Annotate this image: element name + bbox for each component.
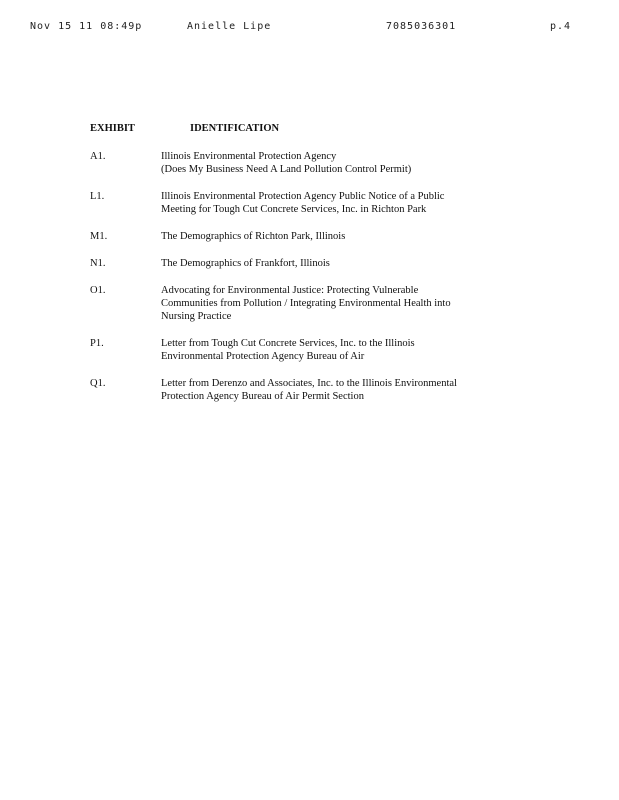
exhibit-table xyxy=(90,122,510,417)
exhibit-code: M1. xyxy=(90,231,108,242)
exhibit-row xyxy=(90,230,510,243)
fax-header xyxy=(0,21,619,35)
identification-line: (Does My Business Need A Land Pollution Control Permit) xyxy=(161,164,412,175)
table-header xyxy=(90,122,510,140)
identification-line: The Demographics of Frankfort, Illinois xyxy=(161,258,330,269)
exhibit-code: N1. xyxy=(90,258,106,269)
exhibit-row xyxy=(90,150,510,176)
identification-line: Nursing Practice xyxy=(161,311,232,322)
exhibit-identification xyxy=(161,377,501,403)
exhibit-identification xyxy=(161,150,501,176)
exhibit-list xyxy=(90,150,510,403)
exhibit-code: O1. xyxy=(90,285,106,296)
exhibit-identification xyxy=(161,284,501,323)
exhibit-row xyxy=(90,284,510,323)
exhibit-identification xyxy=(161,230,501,243)
fax-sender-name: Anielle Lipe xyxy=(187,21,272,32)
exhibit-row xyxy=(90,190,510,216)
exhibit-code: P1. xyxy=(90,338,104,349)
exhibit-identification xyxy=(161,190,501,216)
fax-phone-number: 7085036301 xyxy=(386,21,457,32)
exhibit-code: Q1. xyxy=(90,378,106,389)
exhibit-identification xyxy=(161,337,501,363)
exhibit-code: A1. xyxy=(90,151,106,162)
fax-page-number: p.4 xyxy=(550,21,572,32)
identification-line: Communities from Pollution / Integrating Environmental Health into xyxy=(161,298,451,309)
exhibit-identification xyxy=(161,257,501,270)
exhibit-row xyxy=(90,257,510,270)
identification-line: The Demographics of Richton Park, Illinois xyxy=(161,231,346,242)
column-header-exhibit: EXHIBIT xyxy=(90,123,135,134)
identification-line: Letter from Derenzo and Associates, Inc. to the Illinois Environmental xyxy=(161,378,457,389)
identification-line: Illinois Environmental Protection Agency Public Notice of a Public xyxy=(161,191,445,202)
identification-line: Environmental Protection Agency Bureau of Air xyxy=(161,351,365,362)
identification-line: Letter from Tough Cut Concrete Services, Inc. to the Illinois xyxy=(161,338,415,349)
identification-line: Meeting for Tough Cut Concrete Services, Inc. in Richton Park xyxy=(161,204,427,215)
exhibit-code: L1. xyxy=(90,191,105,202)
column-header-identification: IDENTIFICATION xyxy=(190,123,280,134)
identification-line: Advocating for Environmental Justice: Protecting Vulnerable xyxy=(161,285,419,296)
identification-line: Illinois Environmental Protection Agency xyxy=(161,151,337,162)
fax-date-time: Nov 15 11 08:49p xyxy=(30,21,143,32)
identification-line: Protection Agency Bureau of Air Permit Section xyxy=(161,391,364,402)
exhibit-row xyxy=(90,337,510,363)
exhibit-row xyxy=(90,377,510,403)
